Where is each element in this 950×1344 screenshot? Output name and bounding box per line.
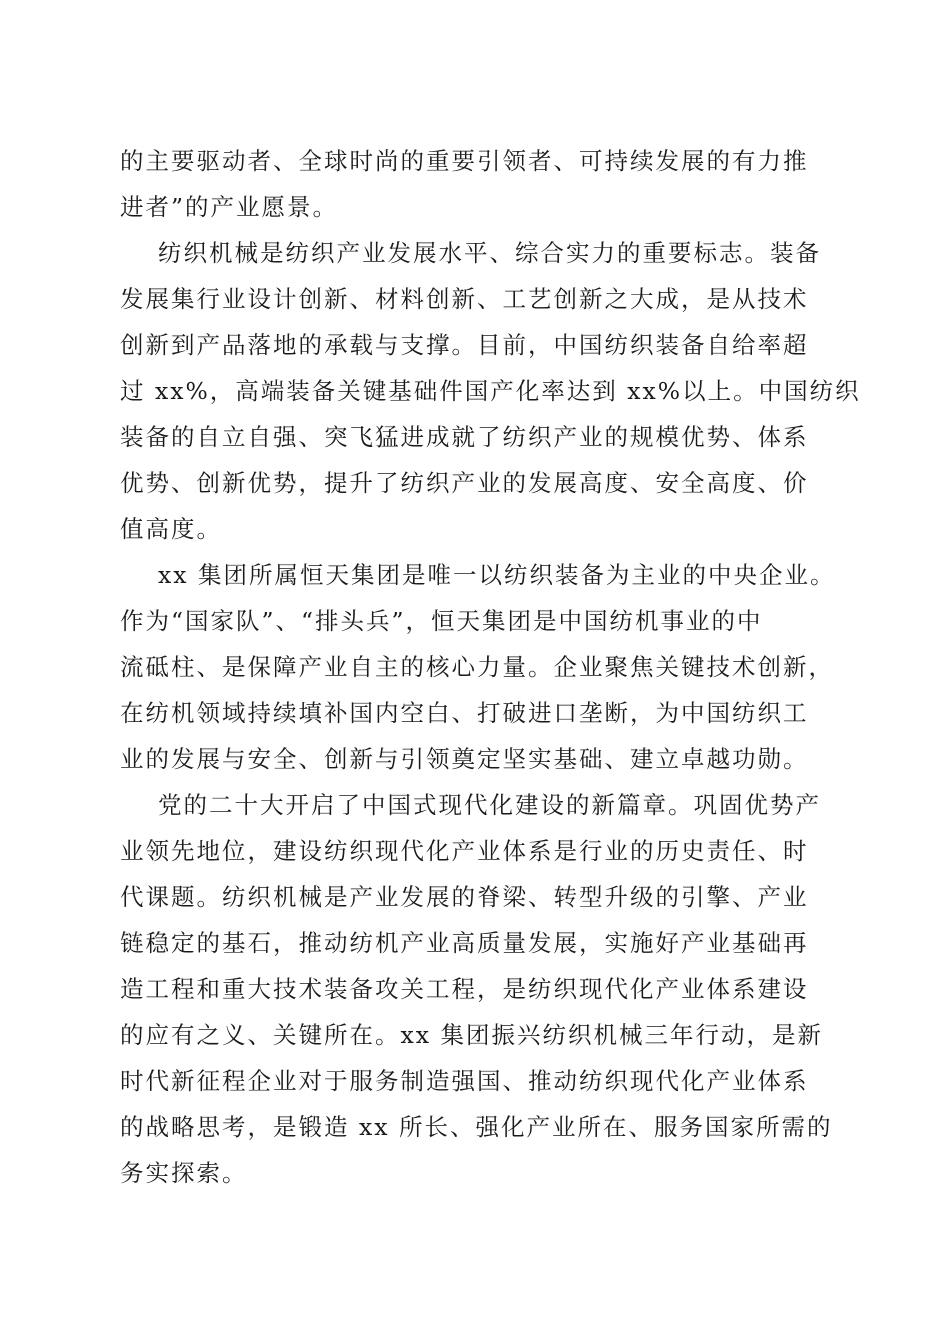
text-line: 值高度。 [120,515,222,543]
text-line: 的应有之义、关键所在。xx 集团振兴纺织机械三年行动，是新 [120,1021,823,1049]
text-line: 进者”的产业愿景。 [120,193,339,221]
text-line: 链稳定的基石，推动纺机产业高质量发展，实施好产业基础再 [120,929,809,957]
text-line: 装备的自立自强、突飞猛进成就了纺织产业的规模优势、体系 [120,423,809,451]
text-line: 业的发展与安全、创新与引领奠定坚实基础、建立卓越功勋。 [120,745,809,773]
text-line: 务实探索。 [120,1159,248,1187]
text-line: 的战略思考，是锻造 xx 所长、强化产业所在、服务国家所需的 [120,1113,833,1141]
paragraph-first-line: 党的二十大开启了中国式现代化建设的新篇章。巩固优势产 [158,791,821,819]
text-line: 在纺机领域持续填补国内空白、打破进口垄断，为中国纺织工 [120,699,809,727]
text-line: 创新到产品落地的承载与支撑。目前，中国纺织装备自给率超 [120,331,809,359]
text-line: 发展集行业设计创新、材料创新、工艺创新之大成，是从技术 [120,285,809,313]
text-line: 流砥柱、是保障产业自主的核心力量。企业聚焦关键技术创新， [120,653,834,681]
text-line: 造工程和重大技术装备攻关工程，是纺织现代化产业体系建设 [120,975,809,1003]
text-line: 时代新征程企业对于服务制造强国、推动纺织现代化产业体系 [120,1067,809,1095]
text-line: 的主要驱动者、全球时尚的重要引领者、可持续发展的有力推 [120,147,809,175]
text-line: 过 xx%，高端装备关键基础件国产化率达到 xx%以上。中国纺织 [120,377,861,405]
text-line: 代课题。纺织机械是产业发展的脊梁、转型升级的引擎、产业 [120,883,809,911]
body-text [120,138,861,1196]
text-line: 业领先地位，建设纺织现代化产业体系是行业的历史责任、时 [120,837,809,865]
paragraph-first-line: xx 集团所属恒天集团是唯一以纺织装备为主业的中央企业。 [158,561,836,589]
text-line: 作为“国家队”、“排头兵”，恒天集团是中国纺机事业的中 [120,607,763,635]
text-line: 优势、创新优势，提升了纺织产业的发展高度、安全高度、价 [120,469,809,497]
paragraph-first-line: 纺织机械是纺织产业发展水平、综合实力的重要标志。装备 [158,239,821,267]
